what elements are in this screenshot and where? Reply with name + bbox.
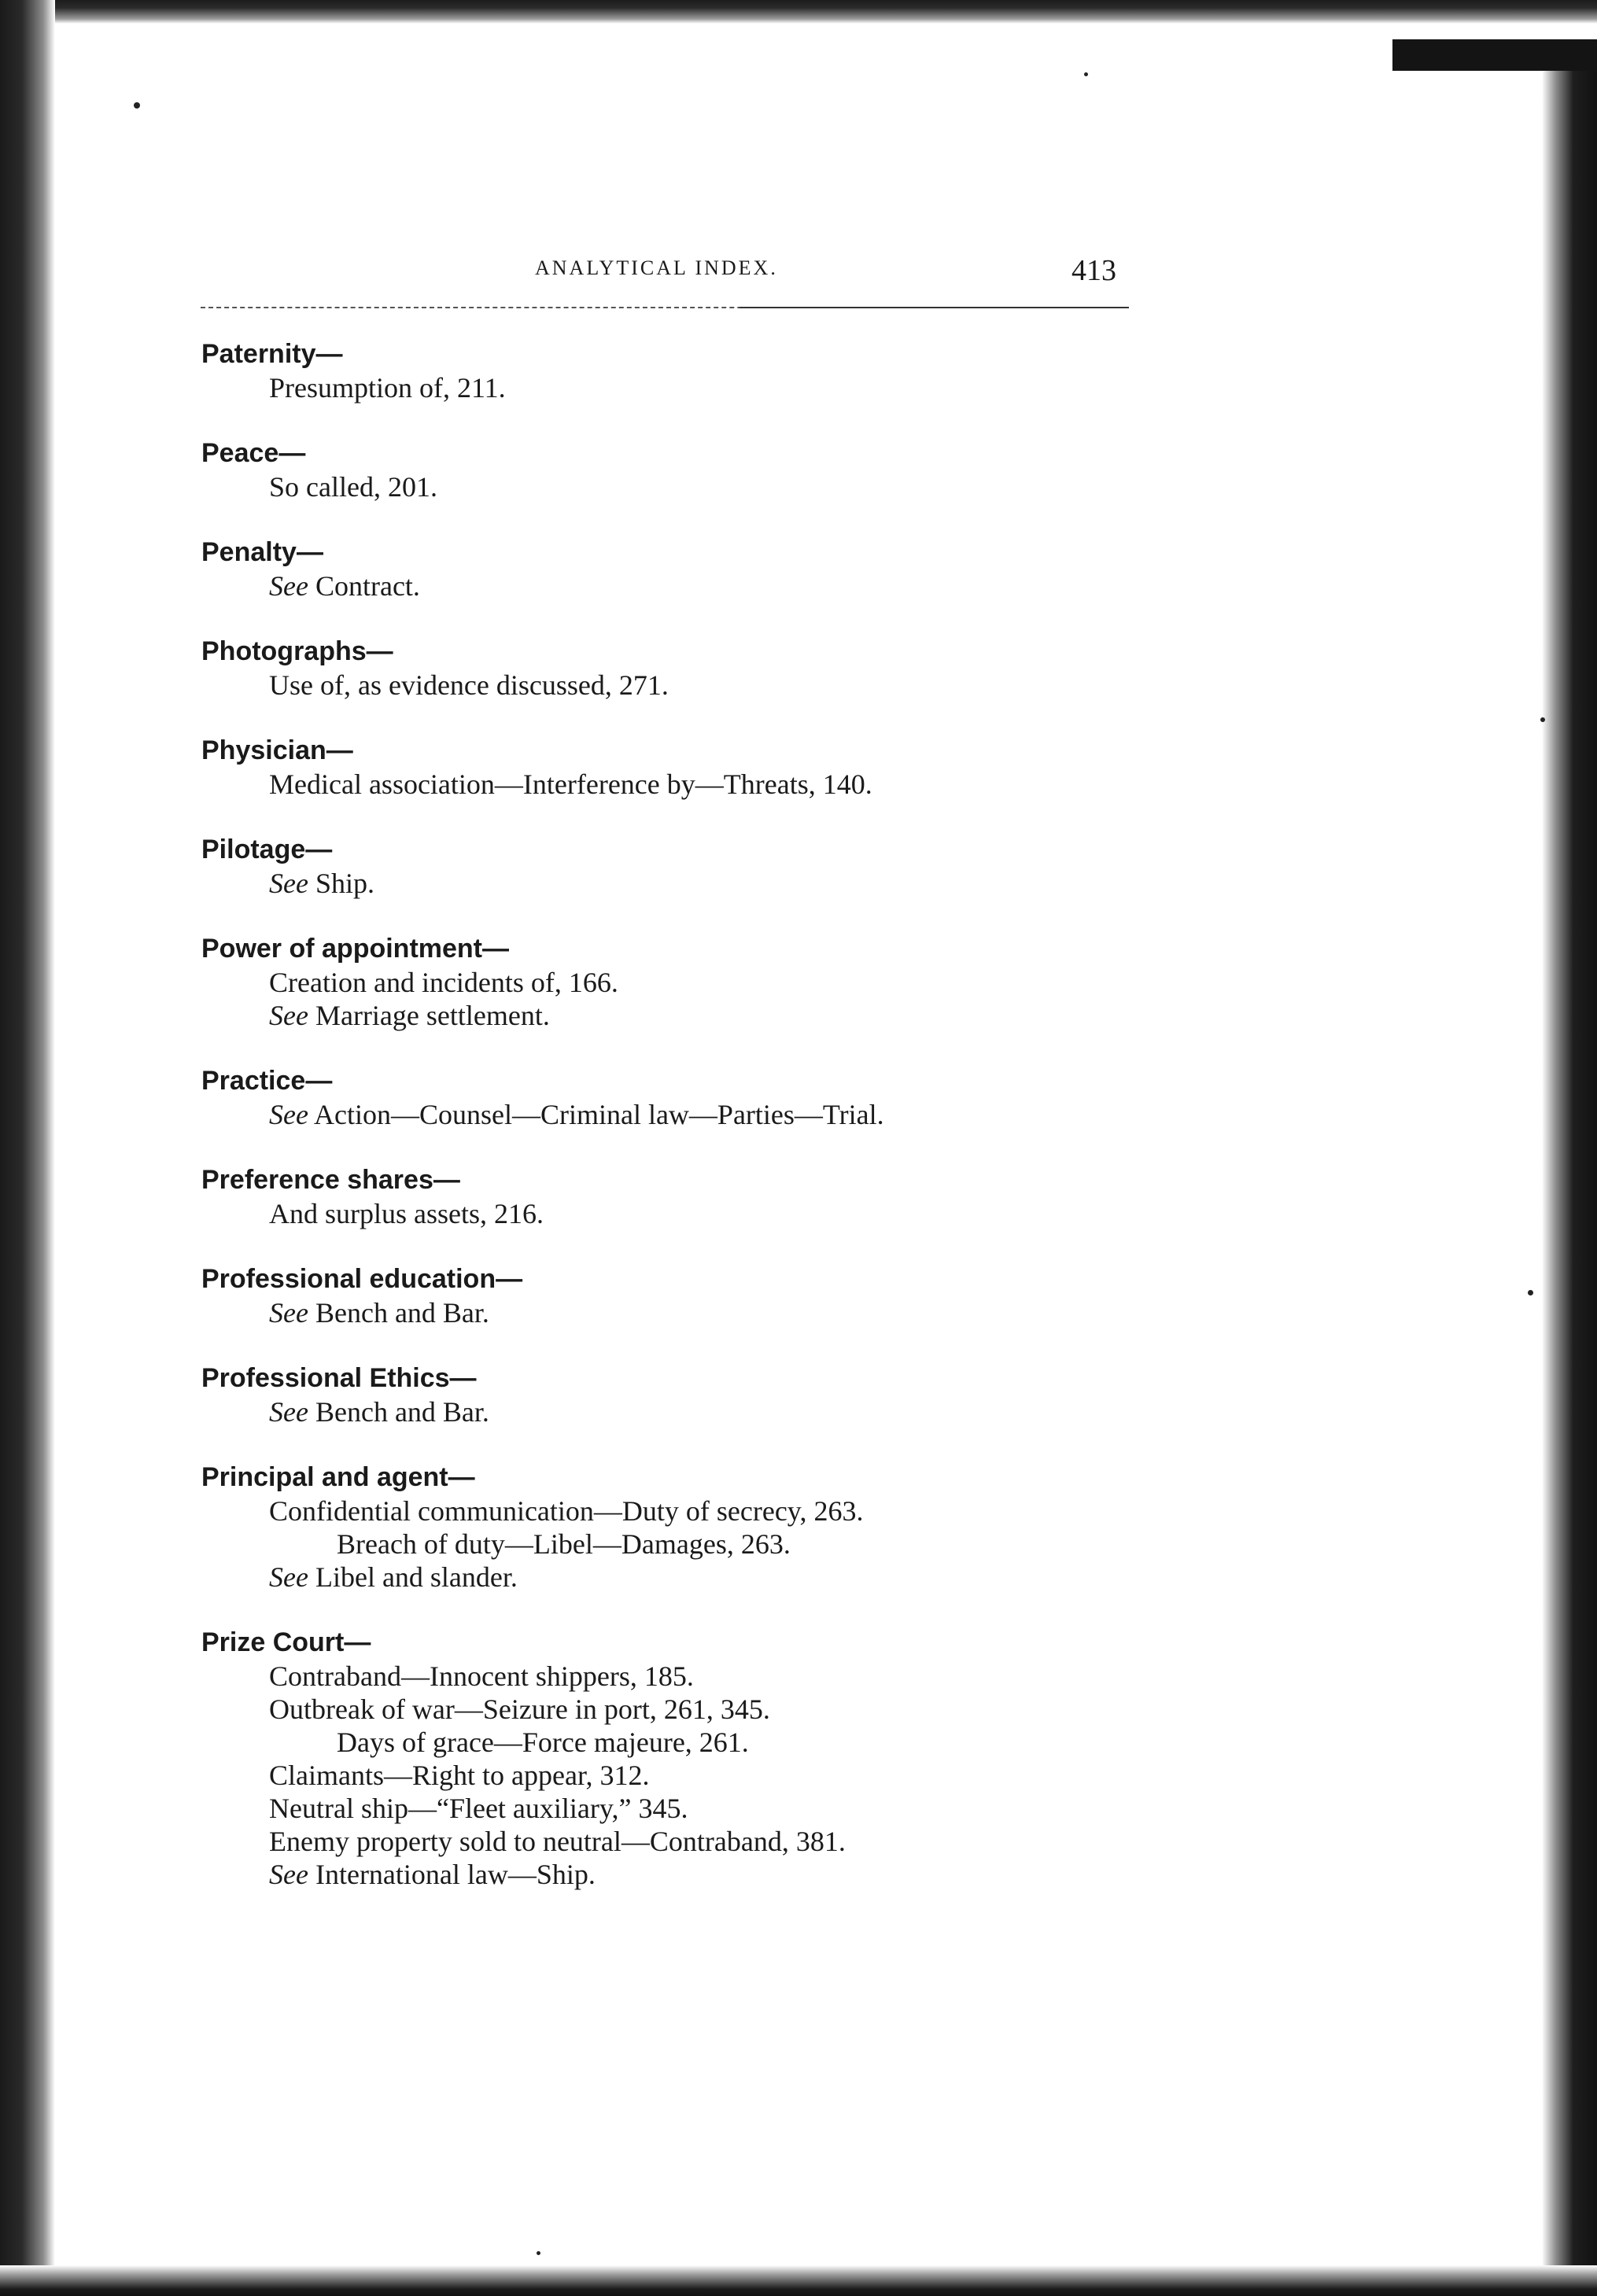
- entry-heading: Power of appointment—: [201, 934, 509, 964]
- entry-text: International law—Ship.: [308, 1859, 596, 1890]
- entry-heading: Professional Ethics—: [201, 1363, 477, 1393]
- entry-text: Claimants—Right to appear, 312.: [269, 1760, 650, 1791]
- index-entry: [201, 535, 1145, 603]
- entry-text: And surplus assets, 216.: [269, 1198, 544, 1229]
- see-reference-label: See: [269, 1859, 308, 1890]
- entry-line: [201, 1660, 1145, 1693]
- index-entry: [201, 733, 1145, 801]
- entry-heading: Paternity—: [201, 339, 343, 369]
- entry-text: Bench and Bar.: [308, 1297, 489, 1329]
- see-reference-label: See: [269, 1099, 308, 1130]
- entry-heading: Physician—: [201, 735, 353, 765]
- index-entry: [201, 1361, 1145, 1428]
- entry-text: Action—Counsel—Criminal law—Parties—Trial.: [308, 1099, 884, 1130]
- entry-line: [201, 1792, 1145, 1825]
- entry-text: So called, 201.: [269, 471, 437, 503]
- index-entry: [201, 1625, 1145, 1891]
- scan-border-right: [1542, 47, 1597, 2296]
- entry-heading: Prize Court—: [201, 1627, 371, 1657]
- entry-line: [201, 1395, 1145, 1428]
- entry-text: Enemy property sold to neutral—Contraband, 381.: [269, 1826, 846, 1857]
- scan-border-left: [0, 0, 55, 2296]
- entry-text: Breach of duty—Libel—Damages, 263.: [337, 1528, 791, 1560]
- scan-border-bottom: [0, 2265, 1597, 2296]
- speck: [1084, 72, 1088, 76]
- speck: [537, 2251, 540, 2255]
- index-entry: [201, 931, 1145, 1032]
- index-entry: [201, 1262, 1145, 1329]
- speck: [1528, 1290, 1533, 1295]
- entry-text: Neutral ship—“Fleet auxiliary,” 345.: [269, 1793, 688, 1824]
- entry-line: [201, 1197, 1145, 1230]
- index-entry: [201, 634, 1145, 702]
- entry-line: [201, 371, 1145, 404]
- index-entry: [201, 1163, 1145, 1230]
- entry-heading: Preference shares—: [201, 1165, 460, 1195]
- entry-text: Outbreak of war—Seizure in port, 261, 345.: [269, 1693, 770, 1725]
- entry-line: [201, 470, 1145, 503]
- running-head: ANALYTICAL INDEX.: [535, 256, 778, 279]
- entry-text: Presumption of, 211.: [269, 372, 506, 404]
- scan-border-right-top: [1392, 39, 1597, 71]
- entry-line: [201, 569, 1145, 603]
- entry-line: [201, 1759, 1145, 1792]
- entry-text: Use of, as evidence discussed, 271.: [269, 669, 669, 701]
- entry-line: [201, 669, 1145, 702]
- entry-heading: Penalty—: [201, 537, 323, 567]
- entry-text: Libel and slander.: [308, 1561, 518, 1593]
- entry-text: Ship.: [308, 868, 374, 899]
- entry-text: Medical association—Interference by—Threats, 140.: [269, 768, 872, 800]
- entry-heading: Photographs—: [201, 636, 393, 666]
- entry-line: [201, 1858, 1145, 1891]
- index-entries: [201, 337, 1145, 1922]
- entry-heading: Principal and agent—: [201, 1462, 475, 1492]
- entry-subline: [201, 1726, 1145, 1759]
- entry-text: Confidential communication—Duty of secrecy, 263.: [269, 1495, 864, 1527]
- speck: [134, 102, 140, 109]
- entry-text: Contraband—Innocent shippers, 185.: [269, 1660, 694, 1692]
- entry-line: [201, 1098, 1145, 1131]
- page-number: 413: [1071, 254, 1116, 287]
- entry-line: [201, 1494, 1145, 1528]
- see-reference-label: See: [269, 570, 308, 602]
- entry-text: Creation and incidents of, 166.: [269, 967, 618, 998]
- entry-line: [201, 999, 1145, 1032]
- entry-line: [201, 1693, 1145, 1726]
- index-entry: [201, 337, 1145, 404]
- scan-border-top: [0, 0, 1597, 24]
- index-entry: [201, 1063, 1145, 1131]
- header-rule-solid: [739, 307, 1129, 308]
- entry-heading: Peace—: [201, 438, 306, 468]
- see-reference-label: See: [269, 1396, 308, 1428]
- see-reference-label: See: [269, 1297, 308, 1329]
- entry-line: [201, 867, 1145, 900]
- see-reference-label: See: [269, 1561, 308, 1593]
- entry-heading: Practice—: [201, 1066, 333, 1096]
- entry-text: Contract.: [308, 570, 420, 602]
- entry-heading: Professional education—: [201, 1264, 523, 1294]
- entry-heading: Pilotage—: [201, 835, 333, 864]
- entry-text: Marriage settlement.: [308, 1000, 550, 1031]
- entry-line: [201, 1825, 1145, 1858]
- entry-line: [201, 966, 1145, 999]
- index-entry: [201, 436, 1145, 503]
- entry-line: [201, 768, 1145, 801]
- index-entry: [201, 1460, 1145, 1594]
- entry-line: [201, 1561, 1145, 1594]
- see-reference-label: See: [269, 868, 308, 899]
- see-reference-label: See: [269, 1000, 308, 1031]
- entry-text: Days of grace—Force majeure, 261.: [337, 1727, 749, 1758]
- entry-line: [201, 1296, 1145, 1329]
- speck: [1540, 717, 1545, 722]
- entry-subline: [201, 1528, 1145, 1561]
- index-entry: [201, 832, 1145, 900]
- entry-text: Bench and Bar.: [308, 1396, 489, 1428]
